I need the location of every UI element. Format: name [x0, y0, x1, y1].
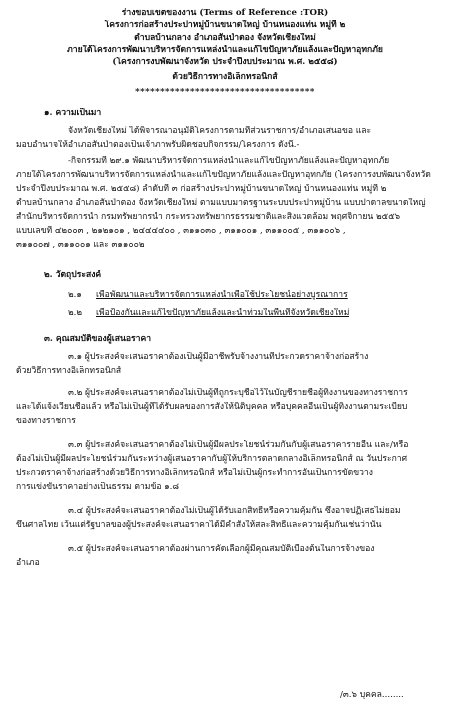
- section-1-para-1-line-1: จังหวัดเชียงใหม่ ได้พิจารณาอนุมัติโครงการตามที่ส่วนราชการ/อำเภอเสนอขอ และ: [68, 126, 372, 136]
- section-1-para-2-line-1: -กิจกรรมที่ ๒๙.๑ พัฒนาบริหารจัดการแหล่งน้ำและแก้ไขปัญหาภัยแล้งและปัญหาอุทกภัย: [68, 156, 390, 166]
- qualification-3-1-line-2: ด้วยวิธีการทางอิเล็กทรอนิกส์: [16, 366, 122, 376]
- qualification-3-3-line-3: ประกวดราคาจ้างก่อสร้างด้วยวิธีการทางอิเล็กทรอนิกส์ หรือไม่เป็นผู้กระทำการอันเป็นการขัดขวาง: [16, 468, 373, 478]
- objective-2-2-number: ๒.๒: [68, 308, 83, 318]
- qualification-3-2-line-3: ของทางราชการ: [16, 416, 76, 426]
- objective-2-1-text: เพื่อพัฒนาและบริหารจัดการแหล่งน้ำเพื่อใช้ประโยชน์อย่างบูรณาการ: [96, 290, 348, 300]
- project-location: ตำบลบ้านกลาง อำเภอสันป่าตอง จังหวัดเชียงใหม่: [134, 33, 316, 43]
- section-1-para-2-line-3: ประจำปีงบประมาณ พ.ศ. ๒๕๕๘) ลำดับที่ ๓ ก่อสร้างประปาหมู่บ้านขนาดใหญ่ บ้านหนองแท่น หมู่ที่ ๒: [16, 184, 387, 194]
- section-1-para-2-line-4: ตำบลบ้านกลาง อำเภอสันป่าตอง จังหวัดเชียงใหม่ ตามแบบมาตรฐานระบบประปาหมู่บ้าน แบบปาดาลขนาดใหญ่: [16, 198, 426, 208]
- section-1-para-2-line-7: ๓๑๑๐๐๗ , ๓๑๑๐๐๑ และ ๓๑๑๐๐๒: [16, 240, 145, 250]
- qualification-3-4-line-1: ๓.๔ ผู้ประสงค์จะเสนอราคาต้องไม่เป็นผู้ได้รับเอกสิทธิ์หรือความคุ้มกัน ซึ่งอาจปฏิเสธไม่ยอม: [68, 506, 401, 516]
- qualification-3-3-line-2: ต้องไม่เป็นผู้มีผลประโยชน์ร่วมกันระหว่างผู้เสนอราคากับผู้ให้บริการตลาดกลางอิเล็กทรอนิกส์ ณ วันประกาศ: [16, 454, 408, 464]
- qualification-3-1-line-1: ๓.๑ ผู้ประสงค์จะเสนอราคาต้องเป็นผู้มีอาชีพรับจ้างงานที่ประกวดราคาจ้างก่อสร้าง: [68, 352, 369, 362]
- section-1-para-1-line-2: มอบอำนาจให้อำเภอสันป่าตองเป็นเจ้าภาพรับผิดชอบกิจกรรม/โครงการ ดังนี้.-: [16, 140, 300, 150]
- qualification-3-5-line-1: ๓.๕ ผู้ประสงค์จะเสนอราคาต้องผ่านการคัดเลือกผู้มีคุณสมบัติเบื้องต้นในการจ้างของ: [68, 544, 375, 554]
- continuation-marker: /๓.๖ บุคคล........: [340, 690, 404, 700]
- qualification-3-5-line-2: อำเภอ: [16, 558, 40, 568]
- qualification-3-4-line-2: ขึ้นศาลไทย เว้นแต่รัฐบาลของผู้ประสงค์จะเสนอราคาได้มีคำสั่งให้สละสิทธิ์และความคุ้มกันเช่นว่านั้น: [16, 520, 382, 530]
- qualification-3-3-line-1: ๓.๓ ผู้ประสงค์จะเสนอราคาต้องไม่เป็นผู้มีผลประโยชน์ร่วมกันกับผู้เสนอราคารายอื่น และ/หรือ: [68, 440, 409, 450]
- project-title: โครงการก่อสร้างประปาหมู่บ้านขนาดใหญ่ บ้านหนองแท่น หมู่ที่ ๒: [104, 20, 346, 30]
- separator-stars: ************************************: [135, 87, 315, 97]
- qualification-3-2-line-1: ๓.๒ ผู้ประสงค์จะเสนอราคาต้องไม่เป็นผู้ที่ถูกระบุชื่อไว้ในบัญชีรายชื่อผู้ทิ้งงานของทางราชการ: [68, 388, 408, 398]
- section-3-heading: ๓. คุณสมบัติของผู้เสนอราคา: [44, 334, 152, 344]
- parent-program: ภายใต้โครงการพัฒนาบริหารจัดการแหล่งน้ำและแก้ไขปัญหาภัยแล้งและปัญหาอุทกภัย: [67, 45, 383, 55]
- document-title: ร่างขอบเขตของงาน (Terms of Reference :TOR): [121, 8, 329, 18]
- procurement-method: ด้วยวิธีการทางอิเล็กทรอนิกส์: [172, 72, 278, 82]
- qualification-3-3-line-4: การแข่งขันราคาอย่างเป็นธรรม ตามข้อ ๑.๘: [16, 482, 180, 492]
- section-1-heading: ๑. ความเป็นมา: [44, 108, 102, 118]
- section-2-heading: ๒. วัตถุประสงค์: [44, 270, 102, 280]
- section-1-para-2-line-6: แบบเลขที่ ๔๒๐๐๓ , ๒๑๒๑๐๑ , ๒๔๔๔๔๐๐ , ๓๑๑๐๓๐ , ๓๑๑๐๐๑ , ๓๑๑๐๐๕ , ๓๑๑๐๐๖ ,: [16, 226, 346, 236]
- qualification-3-2-line-2: และได้แจ้งเวียนชื่อแล้ว หรือไม่เป็นผู้ที่ได้รับผลของการสั่งให้นิติบุคคล หรือบุคคลอื่นเป็นผู้ทิ้งงานตามระเบียบ: [16, 402, 408, 412]
- section-1-para-2-line-2: ภายใต้โครงการพัฒนาบริหารจัดการแหล่งน้ำและแก้ไขปัญหาภัยแล้งและปัญหาอุทกภัย (โครงการงบพัฒนาจังหวัด: [16, 170, 431, 180]
- objective-2-2-text: เพื่อป้องกันและแก้ไขปัญหาภัยแล้งและน้ำท่วมในพื้นที่จังหวัดเชียงใหม่: [96, 308, 350, 318]
- budget-year: (โครงการงบพัฒนาจังหวัด ประจำปีงบประมาณ พ.ศ. ๒๕๕๘): [112, 57, 338, 67]
- objective-2-1-number: ๒.๑: [68, 290, 82, 300]
- section-1-para-2-line-5: สำนักบริหารจัดการน้ำ กรมทรัพยากรน้ำ กระทรวงทรัพยากรธรรมชาติและสิ่งแวดล้อม พฤศจิกายน ๒๕๕๖: [16, 212, 401, 222]
